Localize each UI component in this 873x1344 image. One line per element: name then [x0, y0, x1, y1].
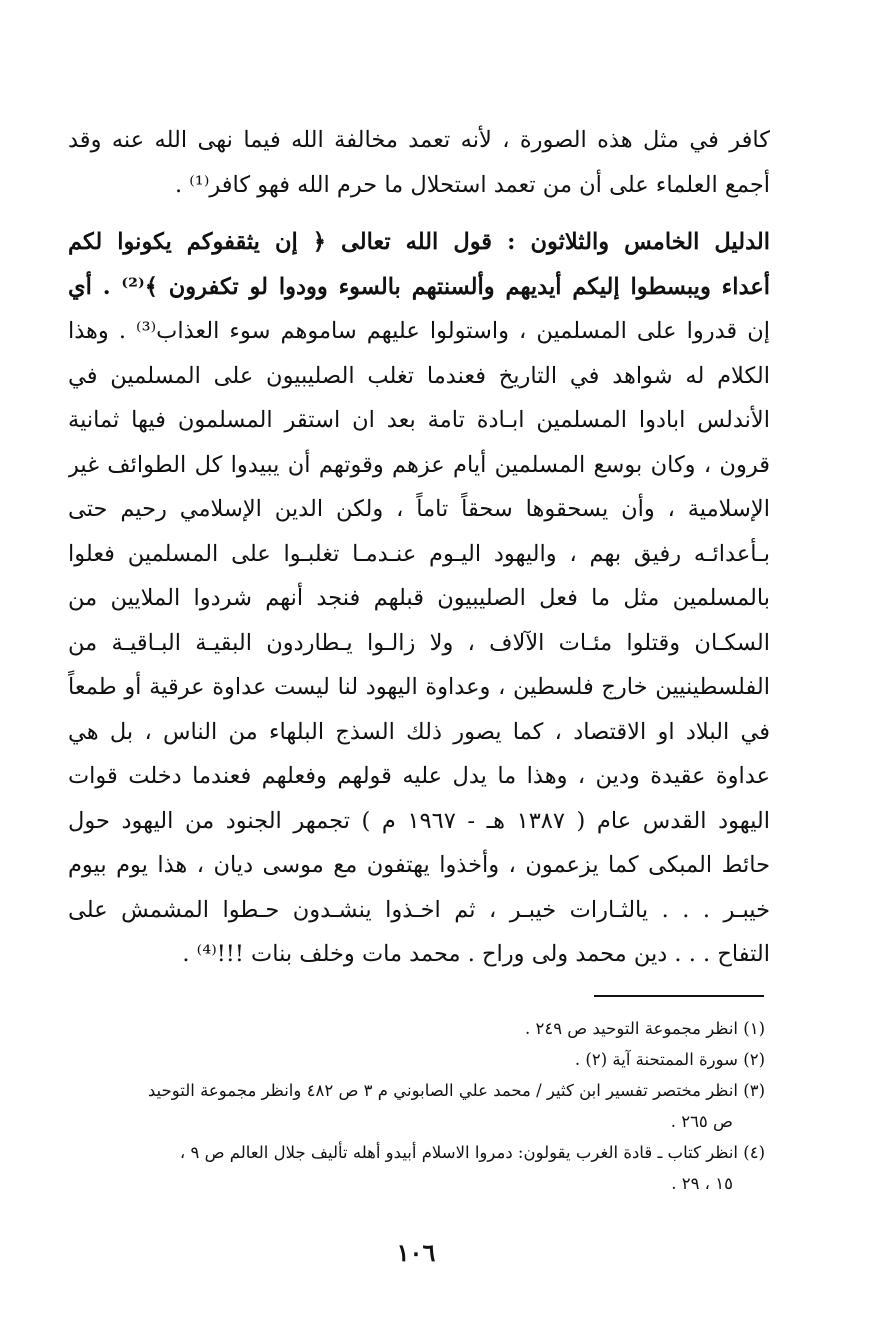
footnotes	[68, 1013, 765, 1199]
text-line-verse: أعداء ويبسطوا إليكم أيديهم وألسنتهم بالسوء وودوا لو تكفرون ﴾⁽²⁾ . أي	[68, 273, 770, 300]
text-line: خيبـر . . . يالثـارات خيبـر ، ثم اخـذوا ينشـدون حـطوا المشمش على	[68, 896, 770, 923]
footnote-3-continued: ص ٢٦٥ .	[670, 1112, 733, 1131]
text-line: كافر في مثل هذه الصورة ، لأنه تعمد مخالفة الله فيما نهى الله عنه وقد	[68, 127, 770, 153]
footnote-3: (٣) انظر مختصر تفسير ابن كثير / محمد علي الصابوني م ٣ ص ٤٨٢ وانظر مجموعة التوحيد	[147, 1081, 765, 1100]
text-line: الأندلس ابادوا المسلمين ابـادة تامة بعد ان استقر المسلمون فيها ثمانية	[68, 407, 770, 433]
paragraph-1	[68, 118, 770, 207]
text-line: الفلسطينيين خارج فلسطين ، وعداوة اليهود لنا ليست عداوة عرقية أو طمعاً	[68, 674, 770, 700]
footnote-4: (٤) انظر كتاب ـ قادة الغرب يقولون: دمروا الاسلام أبيدو أهله تأليف جلال العالم ص ٩ ،	[179, 1143, 765, 1162]
footnote-4-continued: ١٥ ، ٢٩ .	[671, 1174, 733, 1193]
page-number: ١٠٦	[396, 1238, 436, 1267]
text-line: في البلاد او الاقتصاد ، كما يصور ذلك السذج البلهاء من الناس ، بل هي	[68, 718, 770, 745]
footnote-separator	[594, 995, 764, 997]
text-line: أجمع العلماء على أن من تعمد استحلال ما حرم الله فهو كافر⁽¹⁾ .	[174, 171, 770, 198]
text-line: بـأعدائـه رفيق بهم ، واليهود اليـوم عنـدمـا تغلبـوا على المسلمين فعلوا	[68, 540, 770, 567]
footnote-2: (٢) سورة الممتحنة آية (٢) .	[574, 1050, 765, 1069]
footnote-1: (١) انظر مجموعة التوحيد ص ٢٤٩ .	[524, 1019, 765, 1038]
text-line: الإسلامية ، وأن يسحقوها سحقاً تاماً ، ولكن الدين الإسلامي رحيم حتى	[68, 496, 770, 522]
text-line: الكلام له شواهد في التاريخ فعندما تغلب الصليبيون على المسلمين في	[68, 362, 770, 389]
text-line: اليهود القدس عام ( ١٣٨٧ هـ - ١٩٦٧ م ) تجمهر الجنود من اليهود حول	[68, 807, 770, 834]
text-line: إن قدروا على المسلمين ، واستولوا عليهم ساموهم سوء العذاب⁽³⁾ . وهذا	[68, 318, 770, 344]
paragraph-2	[68, 220, 770, 977]
text-line: قرون ، وكان بوسع المسلمين أيام عزهم وقوتهم أن يبيدوا كل الطوائف غير	[68, 451, 770, 478]
text-line-heading: الدليل الخامس والثلاثون : قول الله تعالى ﴿ إن يثقفوكم يكونوا لكم	[68, 229, 770, 255]
text-line: حائط المبكى كما يزعمون ، وأخذوا يهتفون مع موسى ديان ، هذا يوم بيوم	[68, 852, 770, 878]
text-line: عداوة عقيدة ودين ، وهذا ما يدل عليه قولهم وفعلهم فعندما دخلت قوات	[68, 763, 770, 789]
text-line: بالمسلمين مثل ما فعل الصليبيون قبلهم فنجد أنهم شردوا الملايين من	[68, 585, 770, 611]
text-line: السكـان وقتلوا مئـات الآلاف ، ولا زالـوا يـطاردون البقيـة البـاقيـة من	[68, 629, 770, 656]
text-line: التفاح . . . دين محمد ولى وراح . محمد مات وخلف بنات !!!⁽⁴⁾ .	[182, 941, 770, 967]
